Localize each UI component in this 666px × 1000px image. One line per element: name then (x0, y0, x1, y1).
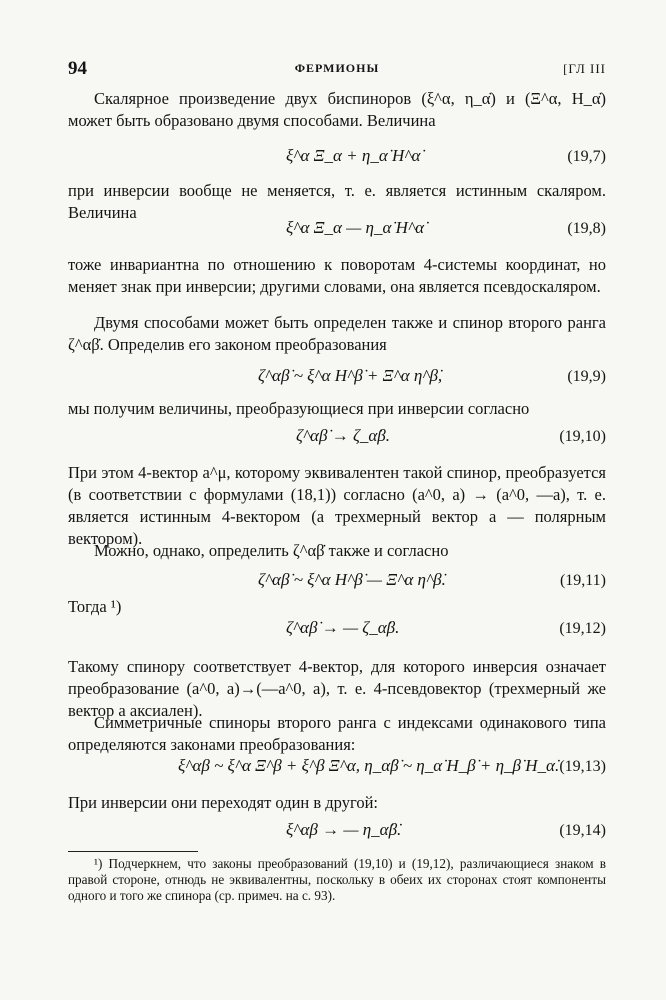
equation-expression: ξ^α Ξ_α + η_α̇ H^α̇ (286, 146, 421, 165)
equation-number: (19,10) (559, 428, 606, 445)
paragraph-1: Скалярное произведение двух биспиноров (ξ^α, η_α̇) и (Ξ^α, H_α̇) может быть образовано двумя способами. Величина (68, 89, 606, 130)
equation-expression: ζ^αβ̇ → — ζ_α̇β. (286, 618, 400, 637)
equation-expression: ζ^αβ̇ ~ ξ^α H^β̇ + Ξ^α η^β̇, (258, 366, 443, 385)
page-header (68, 58, 606, 82)
equation-number: (19,11) (559, 572, 606, 589)
equation-19-14 (68, 820, 606, 846)
paragraph-8: Тогда ¹) (68, 597, 122, 616)
equation-expression: ζ^αβ̇ ~ ξ^α H^β̇ — Ξ^α η^β̇. (258, 570, 446, 589)
equation-19-11 (68, 570, 606, 596)
page-number: 94 (68, 58, 87, 79)
chapter-label: [ГЛ III (563, 61, 606, 76)
paragraph-11: При инверсии они переходят один в другой: (68, 793, 378, 812)
equation-number: (19,9) (567, 368, 606, 385)
equation-number: (19,13) (559, 758, 606, 775)
footnote-divider (68, 851, 198, 852)
paragraph-10: Симметричные спиноры второго ранга с индексами одинакового типа определяются законами преобразования: (68, 713, 606, 754)
equation-19-10 (68, 426, 606, 452)
equation-19-8 (68, 218, 606, 244)
paragraph-2: при инверсии вообще не меняется, т. е. является истинным скаляром. Величина (68, 181, 606, 222)
paragraph-9: Такому спинору соответствует 4-вектор, для которого инверсия означает преобразование (a^0, a)→(—a^0, a), т. е. 4-псевдовектор (трехмерный же вектор a аксиален). (68, 657, 606, 720)
equation-19-13 (68, 756, 606, 782)
equation-number: (19,12) (559, 620, 606, 637)
footnote: ¹) Подчеркнем, что законы преобразований (19,10) и (19,12), различающиеся знаком в правой стороне, отнюдь не эквивалентны, поскольку в обеих их сторонах стоят компоненты одного и того же спинора (ср. примеч. на с. 93). (68, 856, 606, 903)
equation-19-9 (68, 366, 606, 392)
paragraph-4: Двумя способами может быть определен также и спинор второго ранга ζ^αβ̇. Определив его законом преобразования (68, 313, 606, 354)
equation-expression: ζ^αβ̇ → ζ_α̇β. (296, 426, 390, 445)
equation-expression: ξ^αβ → — η_α̇β̇. (286, 820, 402, 839)
equation-expression: ξ^α Ξ_α — η_α̇ H^α̇ (286, 218, 425, 237)
equation-number: (19,8) (567, 220, 606, 237)
equation-19-12 (68, 618, 606, 644)
equation-19-7 (68, 146, 606, 172)
running-title: ФЕРМИОНЫ (294, 61, 380, 75)
equation-expression: ξ^αβ ~ ξ^α Ξ^β + ξ^β Ξ^α, η_α̇β̇ ~ η_α̇ H_β̇ + η_β̇ H_α̇. (178, 756, 560, 775)
paragraph-6: При этом 4-вектор a^μ, которому эквивалентен такой спинор, преобразуется (в соответствии с формулами (18,1)) согласно (a^0, a) → (a^0, —a), т. е. является истинным 4-вектором (а трехмерный вектор a — полярным вектором). (68, 463, 606, 548)
equation-number: (19,14) (559, 822, 606, 839)
paragraph-3: тоже инвариантна по отношению к поворотам 4-системы координат, но меняет знак при инверсии; другими словами, она является псевдоскаляром. (68, 255, 606, 296)
equation-number: (19,7) (567, 148, 606, 165)
paragraph-5: мы получим величины, преобразующиеся при инверсии согласно (68, 399, 530, 418)
paragraph-7: Можно, однако, определить ζ^αβ̇ также и согласно (94, 541, 449, 560)
